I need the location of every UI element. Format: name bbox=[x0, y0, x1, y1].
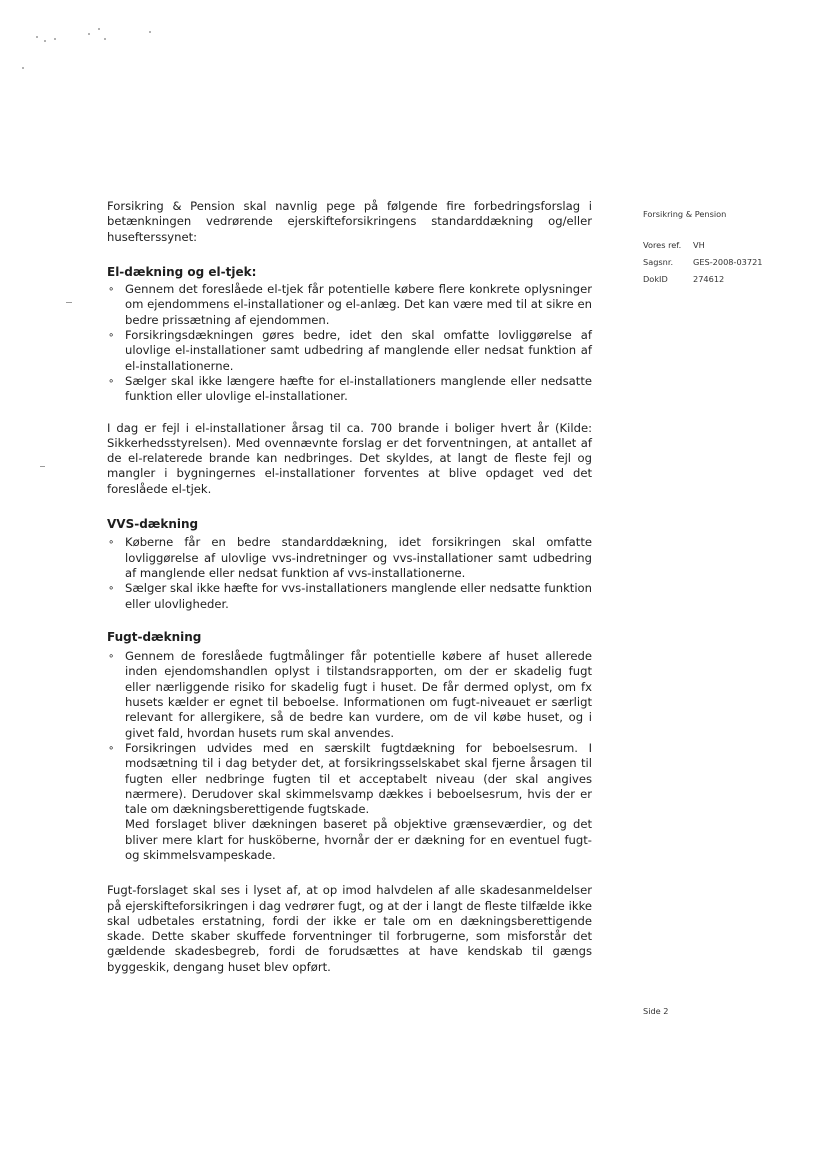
case-number-row bbox=[643, 257, 763, 267]
list-item bbox=[107, 649, 592, 741]
scan-speck bbox=[44, 40, 46, 42]
scan-speck bbox=[36, 36, 38, 38]
list-item bbox=[107, 535, 592, 581]
bullet-icon: ∘ bbox=[108, 651, 115, 663]
letter-body bbox=[107, 199, 592, 975]
list-item-text: Gennem de foreslåede fugtmålinger får potentielle købere af huset allerede inden ejendomshandlen oplyst i tilstandsrapporten, om der er skadelig fugt eller nærliggende risiko for skadelig fugt i huset. De får dermed oplyst, om fx husets kælder er egnet til beboelse. Informationen om fugt-niveauet er særligt relevant for allergikere, så de bedre kan vurdere, om de vil købe huset, og i givet fald, hvordan husets rum skal anvendes. bbox=[125, 649, 592, 740]
vvs-section-heading: VVS-dækning bbox=[107, 517, 199, 532]
list-item bbox=[107, 282, 592, 328]
el-paragraph: I dag er fejl i el-installationer årsag til ca. 700 brande i boliger hvert år (Kilde: Sikkerhedsstyrelsen). Med ovennævnte forslag er det forventningen, at antallet af de el-relaterede brande kan nedbringes. Det skyldes, at langt de fleste fejl og mangler i bygningernes el-installationer forventes at blive opdaget ved det foreslåede el-tjek. bbox=[107, 420, 592, 496]
bullet-icon: ∘ bbox=[108, 284, 115, 296]
bullet-icon: ∘ bbox=[108, 330, 115, 342]
scan-speck bbox=[66, 302, 72, 303]
case-number-label: Sagsnr. bbox=[643, 257, 674, 267]
list-item-text: Køberne får en bedre standarddækning, idet forsikringen skal omfatte lovliggørelse af ulovlige vvs-indretninger og vvs-installationer samt udbedring af manglende eller nedsat funktion af vvs-installationerne. bbox=[125, 535, 592, 580]
scan-speck bbox=[104, 38, 106, 40]
fugt-section-heading: Fugt-dækning bbox=[107, 629, 202, 644]
bullet-icon: ∘ bbox=[108, 375, 115, 387]
our-ref-row bbox=[643, 240, 705, 250]
vvs-bullet-list bbox=[107, 535, 592, 611]
fugt-bullet-list bbox=[107, 649, 592, 863]
list-item-text: Forsikringsdækningen gøres bedre, idet den skal omfatte lovliggørelse af ulovlige el-installationer samt udbedring af manglende eller nedsat funktion af el-installationerne. bbox=[125, 328, 592, 373]
bullet-icon: ∘ bbox=[108, 583, 115, 595]
case-number-value: GES-2008-03721 bbox=[693, 257, 763, 267]
list-item bbox=[107, 328, 592, 374]
bullet-icon: ∘ bbox=[108, 537, 115, 549]
fugt-paragraph: Fugt-forslaget skal ses i lyset af, at op imod halvdelen af alle skadesanmeldelser på ejerskifteforsikringen i dag vedrører fugt, og at der i langt de fleste tilfælde ikke skal udbetales erstatning, fordi der ikke er tale om en dækningsberettigende skade. Dette skaber skuffede forventninger til forbrugerne, som misforstår det gældende skadesbegreb, fordi de forudsættes at have kendskab til gængs byggeskik, dengang huset blev opført. bbox=[107, 883, 592, 974]
el-bullet-list bbox=[107, 282, 592, 404]
doc-id-label: DokID bbox=[643, 274, 668, 284]
list-item bbox=[107, 581, 592, 612]
list-item-continuation: Med forslaget bliver dækningen baseret på objektive grænseværdier, og det bliver mere klart for husköberne, hvornår der er dækning for en eventuel fugt- og skimmelsvampeskade. bbox=[125, 817, 592, 862]
bullet-icon: ∘ bbox=[108, 742, 115, 754]
scan-speck bbox=[22, 67, 24, 69]
scan-speck bbox=[54, 38, 56, 40]
scan-speck bbox=[88, 33, 90, 35]
list-item-text: Gennem det foreslåede el-tjek får potentielle købere flere konkrete oplysninger om ejendommens el-installationer og el-anlæg. Det kan være med til at sikre en bedre prissætning af ejendommen. bbox=[125, 282, 592, 327]
list-item-text: Forsikringen udvides med en særskilt fugtdækning for beboelsesrum. I modsætning til i dag betyder det, at forsikringsselskabet skal fjerne årsagen til fugten eller nedbringe fugten til et acceptabelt niveau (der skal angives nærmere). Derudover skal skimmelsvamp dækkes i beboelsesrum, hvis der er tale om dækningsberettigende fugtskade. bbox=[125, 740, 592, 817]
our-ref-value: VH bbox=[693, 240, 705, 250]
our-ref-label: Vores ref. bbox=[643, 240, 682, 250]
doc-id-row bbox=[643, 274, 725, 284]
doc-id-value: 274612 bbox=[693, 274, 725, 284]
scan-speck bbox=[149, 31, 151, 33]
intro-paragraph: Forsikring & Pension skal navnlig pege på følgende fire forbedringsforslag i betænkningen vedrørende ejerskifteforsikringens standarddækning og/eller husefterssynet: bbox=[107, 199, 592, 244]
scan-speck bbox=[40, 466, 45, 467]
page-number: Side 2 bbox=[643, 1006, 669, 1016]
sender-org: Forsikring & Pension bbox=[643, 209, 727, 219]
list-item-text: Sælger skal ikke længere hæfte for el-installationers manglende eller nedsatte funktion eller ulovlige el-installationer. bbox=[125, 373, 592, 404]
list-item-text: Sælger skal ikke hæfte for vvs-installationers manglende eller nedsatte funktion eller ulovligheder. bbox=[125, 581, 592, 611]
list-item bbox=[107, 741, 592, 863]
scan-speck bbox=[98, 28, 100, 30]
list-item bbox=[107, 374, 592, 405]
el-section-heading: El-dækning og el-tjek: bbox=[107, 264, 257, 279]
